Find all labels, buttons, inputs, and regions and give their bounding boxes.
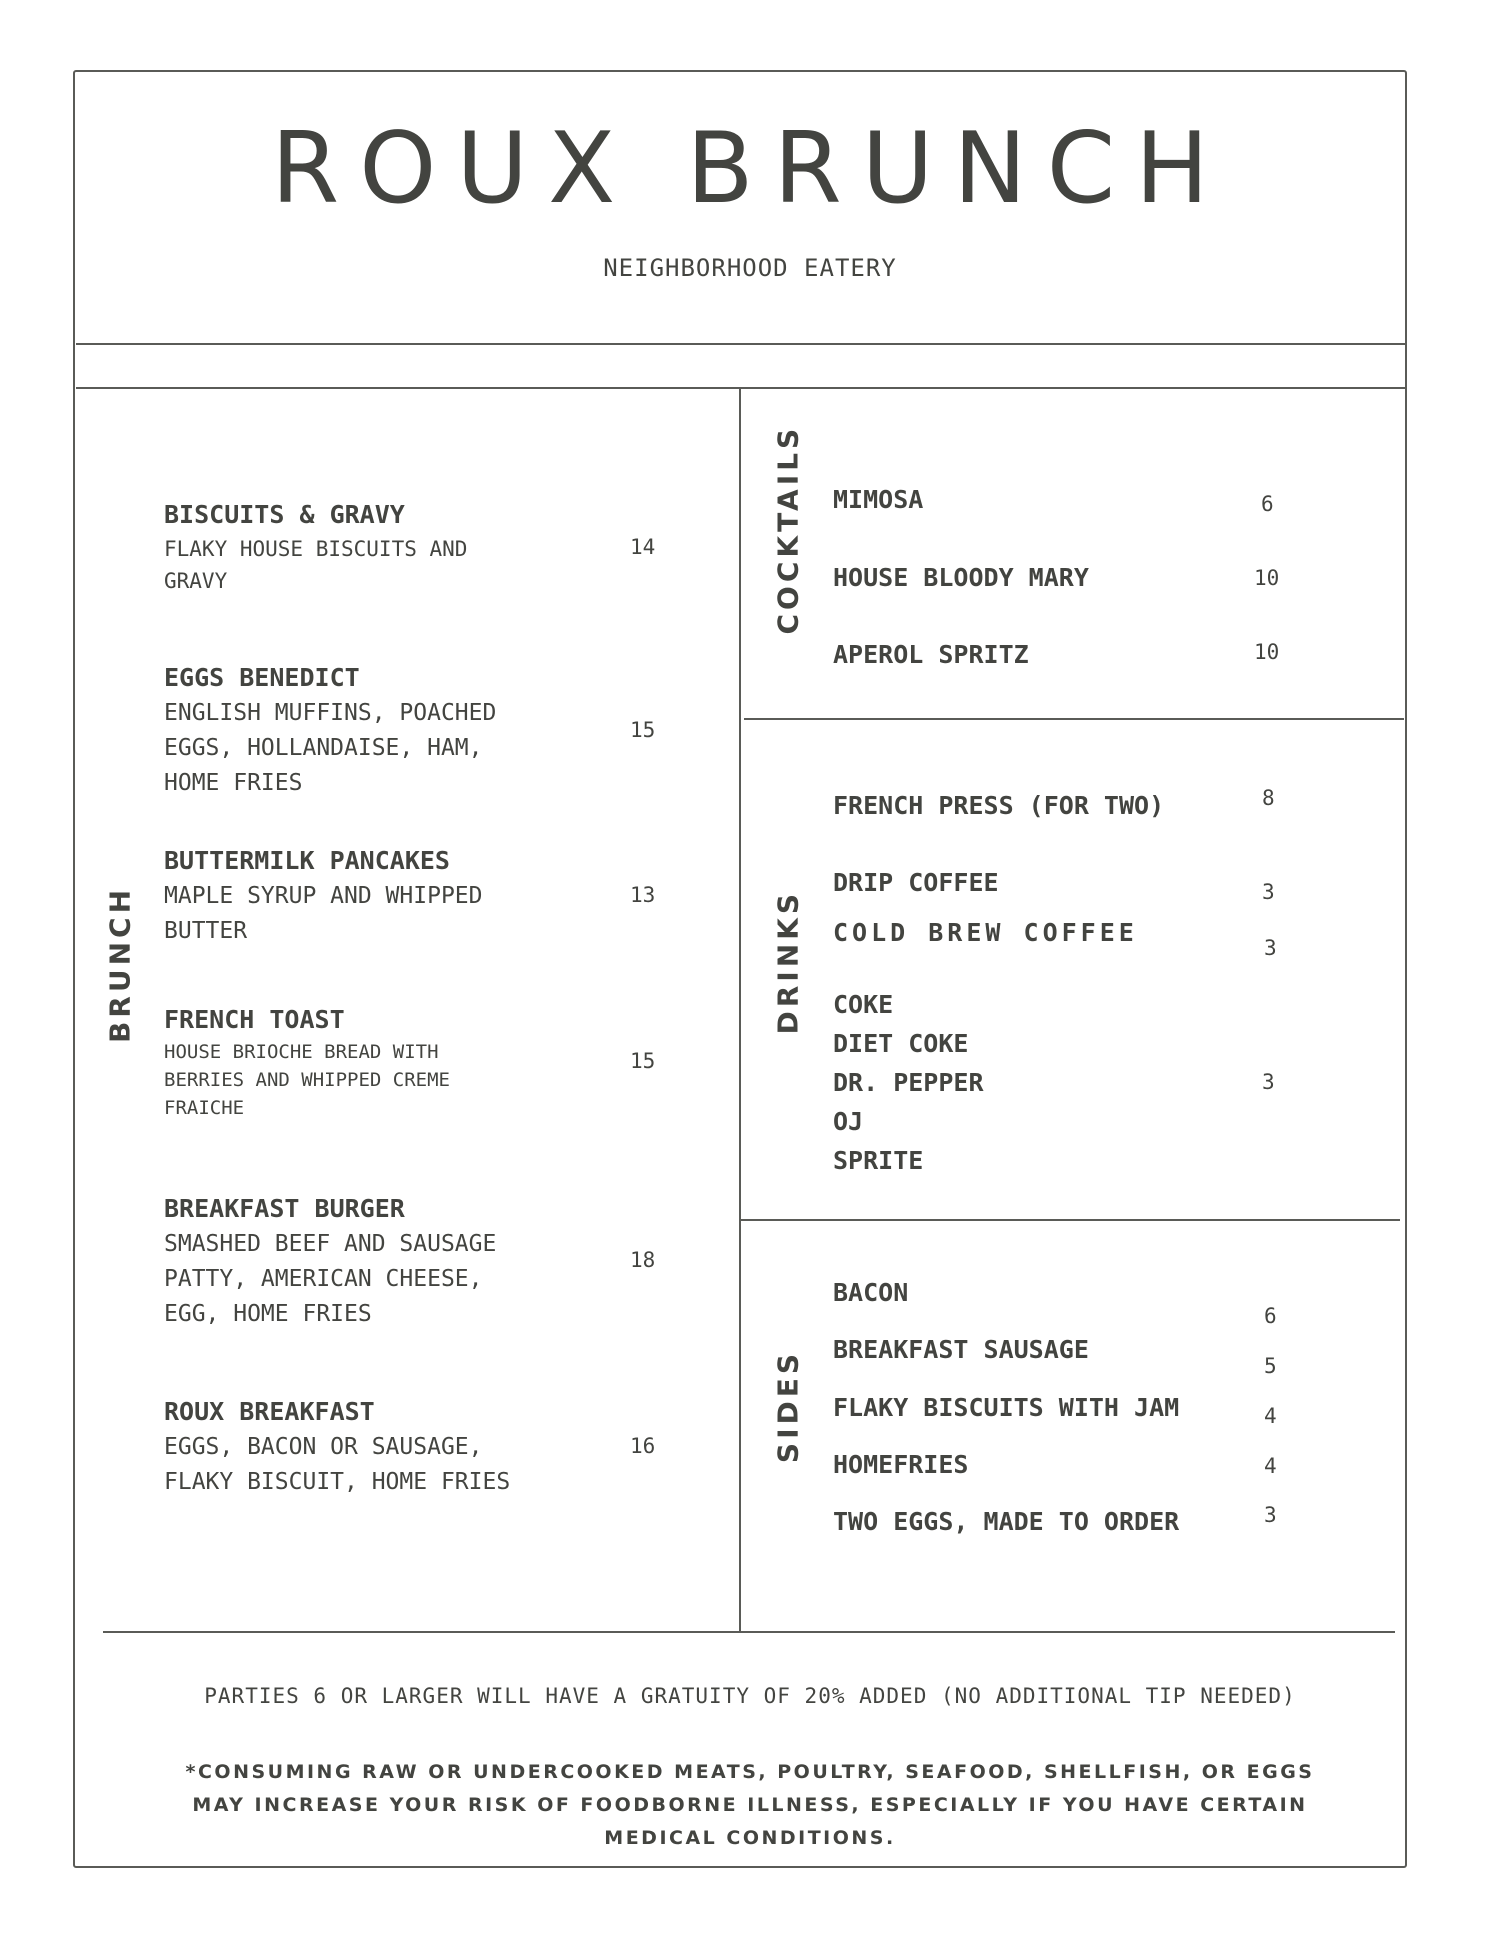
item-name: EGGS BENEDICT (164, 663, 360, 692)
header-divider-bottom (76, 387, 1406, 389)
soda-name: SPRITE (833, 1146, 924, 1175)
menu-item (164, 1394, 554, 1500)
menu-item (164, 1002, 554, 1122)
drink-price: 3 (1262, 880, 1275, 904)
side-price: 4 (1264, 1454, 1277, 1478)
drink-price: 3 (1264, 936, 1277, 960)
side-name: TWO EGGS, MADE TO ORDER (833, 1507, 1180, 1536)
soda-name: COKE (833, 990, 894, 1019)
item-name: BREAKFAST BURGER (164, 1194, 405, 1223)
item-description: HOUSE BRIOCHE BREAD WITH BERRIES AND WHIPPED CREME FRAICHE (164, 1041, 450, 1119)
cocktail-name: MIMOSA (833, 485, 924, 514)
section-label-sides: SIDES (771, 1349, 805, 1464)
item-price: 14 (630, 535, 656, 559)
menu-item (164, 660, 554, 801)
restaurant-title: ROUX BRUNCH (271, 112, 1229, 226)
drink-name: COLD BREW COFFEE (833, 918, 1138, 947)
soda-name: OJ (833, 1107, 864, 1136)
cocktails-divider (744, 718, 1404, 720)
column-divider (739, 388, 741, 1631)
item-name: FRENCH TOAST (164, 1005, 345, 1034)
health-warning: *CONSUMING RAW OR UNDERCOOKED MEATS, POULTRY, SEAFOOD, SHELLFISH, OR EGGS MAY INCREASE YOUR RISK OF FOODBORNE ILLNESS, ESPECIALLY IF YOU HAVE CERTAIN MEDICAL CONDITIONS. (185, 1761, 1315, 1849)
side-price: 3 (1264, 1503, 1277, 1527)
item-price: 15 (630, 1049, 656, 1073)
side-name: BREAKFAST SAUSAGE (833, 1335, 1089, 1364)
section-label-drinks: DRINKS (771, 889, 805, 1035)
menu-item (164, 1191, 554, 1332)
menu-item (164, 843, 554, 949)
section-label-brunch: BRUNCH (103, 885, 137, 1044)
drink-name: DRIP COFFEE (833, 868, 999, 897)
item-description: EGGS, BACON OR SAUSAGE, FLAKY BISCUIT, HOME FRIES (164, 1434, 511, 1495)
item-price: 16 (630, 1434, 656, 1458)
item-name: ROUX BREAKFAST (164, 1397, 375, 1426)
item-description: SMASHED BEEF AND SAUSAGE PATTY, AMERICAN CHEESE, EGG, HOME FRIES (164, 1231, 497, 1327)
side-name: BACON (833, 1278, 909, 1307)
side-price: 5 (1264, 1354, 1277, 1378)
section-label-cocktails: COCKTAILS (771, 424, 805, 635)
side-name: HOMEFRIES (833, 1450, 969, 1479)
header-divider-top (76, 343, 1406, 345)
drink-price: 8 (1262, 786, 1275, 810)
cocktail-price: 10 (1254, 640, 1280, 664)
item-price: 18 (630, 1248, 656, 1272)
side-name: FLAKY BISCUITS WITH JAM (833, 1393, 1180, 1422)
item-price: 15 (630, 718, 656, 742)
item-description: FLAKY HOUSE BISCUITS AND GRAVY (164, 537, 468, 593)
soda-name: DR. PEPPER (833, 1068, 984, 1097)
footer-divider (103, 1631, 1395, 1633)
item-name: BUTTERMILK PANCAKES (164, 846, 450, 875)
menu-item (164, 497, 554, 597)
item-price: 13 (630, 883, 656, 907)
cocktail-price: 10 (1254, 566, 1280, 590)
cocktail-price: 6 (1261, 492, 1274, 516)
drink-name: FRENCH PRESS (FOR TWO) (833, 791, 1165, 820)
cocktail-name: APEROL SPRITZ (833, 640, 1029, 669)
cocktail-name: HOUSE BLOODY MARY (833, 563, 1089, 592)
item-name: BISCUITS & GRAVY (164, 500, 405, 529)
side-price: 4 (1264, 1404, 1277, 1428)
soda-price: 3 (1262, 1070, 1275, 1094)
item-description: ENGLISH MUFFINS, POACHED EGGS, HOLLANDAISE, HAM, HOME FRIES (164, 700, 497, 796)
drinks-divider (740, 1219, 1400, 1221)
gratuity-note: PARTIES 6 OR LARGER WILL HAVE A GRATUITY OF 20% ADDED (NO ADDITIONAL TIP NEEDED) (204, 1684, 1296, 1708)
soda-name: DIET COKE (833, 1029, 969, 1058)
item-description: MAPLE SYRUP AND WHIPPED BUTTER (164, 883, 483, 944)
restaurant-subtitle: NEIGHBORHOOD EATERY (603, 254, 897, 282)
side-price: 6 (1264, 1304, 1277, 1328)
